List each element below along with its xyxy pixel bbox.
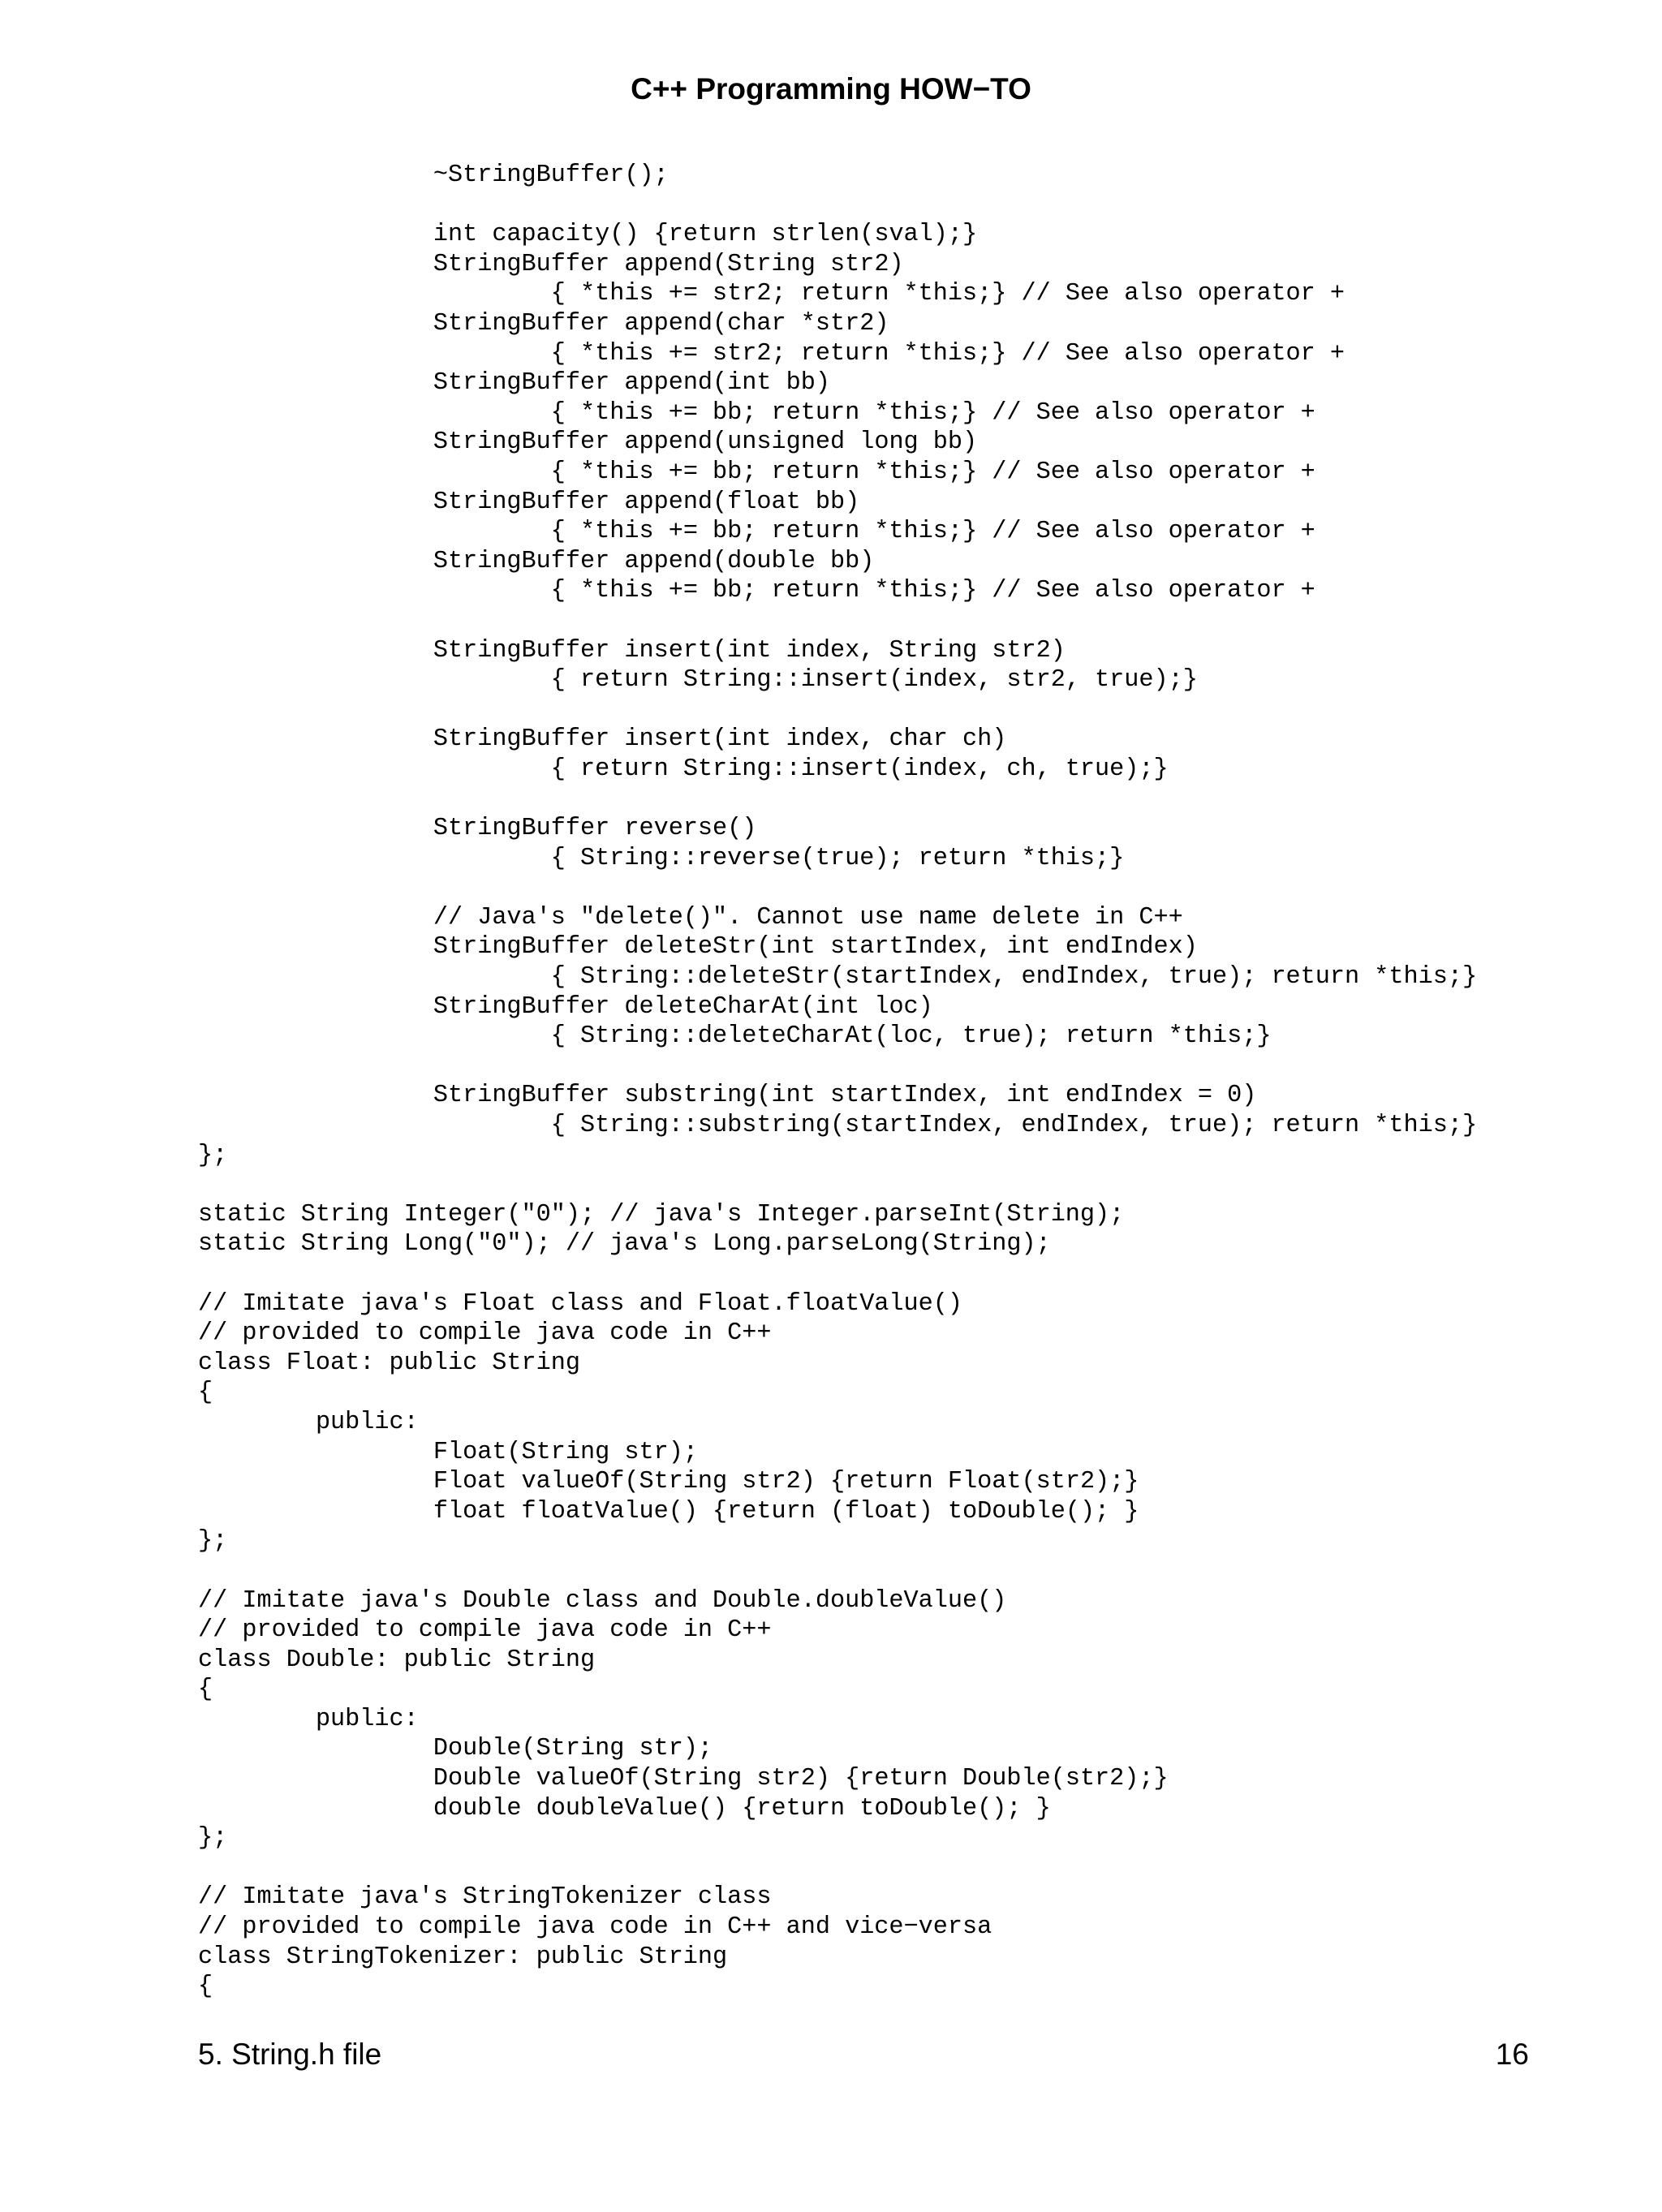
code-line: StringBuffer deleteStr(int startIndex, int endIndex) [198,933,1198,962]
code-listing [198,161,1477,2002]
code-line: { *this += str2; return *this;} // See also operator + [198,280,1346,308]
code-line: }; [198,1527,228,1556]
code-line: StringBuffer append(float bb) [198,488,860,516]
code-line: int capacity() {return strlen(sval);} [198,221,978,249]
code-line [198,191,1477,221]
code-line: class Double: public String [198,1646,596,1674]
code-line: { String::deleteStr(startIndex, endIndex, true); return *this;} [198,963,1478,992]
code-line: { return String::insert(index, str2, true);} [198,666,1198,695]
code-line [198,873,1477,903]
footer-section-title: 5. String.h file [198,2038,382,2071]
code-line [198,1853,1477,1883]
code-line: { String::reverse(true); return *this;} [198,844,1125,872]
code-line: { *this += bb; return *this;} // See also operator + [198,458,1315,486]
code-line: { [198,1676,213,1704]
page-header-title: C++ Programming HOW−TO [631,72,1031,105]
code-line: Float(String str); [198,1438,698,1466]
code-line: StringBuffer append(double bb) [198,547,875,575]
code-line: StringBuffer deleteCharAt(int loc) [198,992,933,1021]
code-line: public: [198,1705,419,1733]
code-line: StringBuffer insert(int index, String str2) [198,636,1066,665]
code-line [198,606,1477,636]
code-line: // Imitate java's Float class and Float.floatValue() [198,1289,963,1318]
code-line: Double(String str); [198,1735,713,1763]
footer-page-number: 16 [1495,2038,1529,2071]
code-line: static String Long("0"); // java's Long.parseLong(String); [198,1230,1051,1259]
code-line: { *this += str2; return *this;} // See also operator + [198,339,1346,368]
code-line: }; [198,1141,228,1169]
code-line [198,695,1477,725]
code-line: Double valueOf(String str2) {return Double(str2);} [198,1765,1169,1793]
code-line: // Imitate java's StringTokenizer class [198,1883,772,1912]
code-line: // provided to compile java code in C++ [198,1616,772,1645]
code-line: { *this += bb; return *this;} // See also operator + [198,518,1315,546]
code-line: // Imitate java's Double class and Double.doubleValue() [198,1586,1007,1615]
code-line: float floatValue() {return (float) toDouble(); } [198,1497,1139,1526]
code-line: StringBuffer substring(int startIndex, int endIndex = 0) [198,1082,1257,1110]
code-line: { *this += bb; return *this;} // See also operator + [198,398,1315,427]
code-line: { String::substring(startIndex, endIndex, true); return *this;} [198,1112,1478,1139]
code-line: StringBuffer append(char *str2) [198,309,889,338]
code-line: StringBuffer append(int bb) [198,369,830,398]
code-line: public: [198,1408,419,1436]
code-line: Float valueOf(String str2) {return Float(str2);} [198,1468,1139,1496]
code-line: // provided to compile java code in C++ and vice−versa [198,1913,992,1942]
code-line: StringBuffer append(unsigned long bb) [198,428,978,457]
code-line: ~StringBuffer(); [198,161,669,189]
page-footer [198,2035,1529,2074]
code-line: // Java's "delete()". Cannot use name delete in C++ [198,903,1183,932]
code-line: class StringTokenizer: public String [198,1943,728,1971]
code-line [198,1556,1477,1586]
code-line: class Float: public String [198,1349,581,1377]
code-line: StringBuffer insert(int index, char ch) [198,725,1007,754]
code-line: StringBuffer reverse() [198,815,757,843]
code-line: { *this += bb; return *this;} // See also operator + [198,577,1315,605]
code-line: StringBuffer append(String str2) [198,250,904,278]
code-line: { [198,1973,213,2001]
code-line: static String Integer("0"); // java's Integer.parseInt(String); [198,1200,1125,1229]
code-line: { String::deleteCharAt(loc, true); return *this;} [198,1022,1272,1051]
code-line: double doubleValue() {return toDouble(); } [198,1794,1051,1823]
code-line: // provided to compile java code in C++ [198,1319,772,1348]
code-line [198,1170,1477,1200]
code-line: { return String::insert(index, ch, true);} [198,755,1169,783]
code-line [198,784,1477,814]
code-line [198,1259,1477,1289]
code-line [198,1052,1477,1082]
code-line: }; [198,1824,228,1853]
code-line: { [198,1379,213,1407]
